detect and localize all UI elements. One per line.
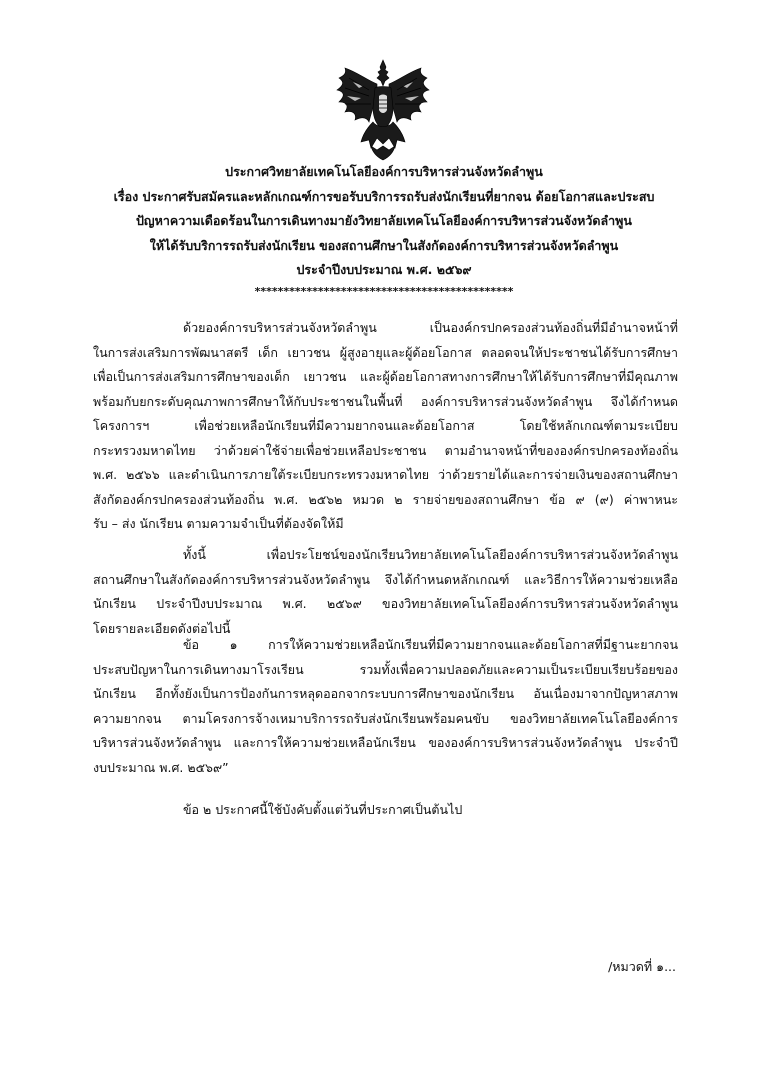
paragraph-2 — [93, 543, 678, 641]
paragraph-1 — [93, 316, 678, 537]
paragraph-line: โครงการฯ เพื่อช่วยเหลือนักเรียนที่มีความยากจนและด้อยโอกาส โดยใช้หลักเกณฑ์ตามระเบียบ — [93, 418, 678, 433]
paragraph-line: พร้อมกับยกระดับคุณภาพการศึกษาให้กับประชาชนในพื้นที่ องค์การบริหารส่วนจังหวัดลำพูน จึงได้กำหนด — [93, 393, 678, 409]
heading-line-2: เรื่อง ประกาศรับสมัครและหลักเกณฑ์การขอรับบริการรถรับส่งนักเรียนที่ยากจน ด้อยโอกาสและประสบ — [113, 188, 655, 204]
paragraph-line: งบประมาณ พ.ศ. ๒๕๖๙” — [93, 759, 229, 775]
paragraph-line: กระทรวงมหาดไทย ว่าด้วยค่าใช้จ่ายเพื่อช่วยเหลือประชาชน ตามอำนาจหน้าที่ขององค์กรปกครองท้องถิ่น — [93, 442, 678, 458]
paragraph-line: ด้วยองค์การบริหารส่วนจังหวัดลำพูน เป็นองค์กรปกครองส่วนท้องถิ่นที่มีอำนาจหน้าที่ — [183, 320, 678, 335]
paragraph-line: นักเรียน ประจำปีงบประมาณ พ.ศ. ๒๕๖๙ ของวิทยาลัยเทคโนโลยีองค์การบริหารส่วนจังหวัดลำพูน — [93, 596, 678, 611]
paragraph-line: สังกัดองค์กรปกครองส่วนท้องถิ่น พ.ศ. ๒๕๖๒ หมวด ๒ รายจ่ายของสถานศึกษา ข้อ ๙ (๙) ค่าพาหนะ — [93, 491, 678, 507]
page-continuation: /หมวดที่ ๑... — [608, 959, 676, 974]
heading-separator: ********************************************* — [254, 285, 514, 298]
heading-line-4: ให้ได้รับบริการรถรับส่งนักเรียน ของสถานศึกษาในสังกัดองค์การบริหารส่วนจังหวัดลำพูน — [149, 237, 619, 253]
heading-line-3: ปัญหาความเดือดร้อนในการเดินทางมายังวิทยาลัยเทคโนโลยีองค์การบริหารส่วนจังหวัดลำพูน — [136, 213, 632, 228]
paragraph-line: สถานศึกษาในสังกัดองค์การบริหารส่วนจังหวัดลำพูน จึงได้กำหนดหลักเกณฑ์ และวิธีการให้ความช่วยเหลือ — [93, 571, 678, 587]
paragraph-line: ข้อ ๑ การให้ความช่วยเหลือนักเรียนที่มีความยากจนและด้อยโอกาสที่มีฐานะยากจน — [183, 637, 678, 652]
paragraph-line: ทั้งนี้ เพื่อประโยชน์ของนักเรียนวิทยาลัยเทคโนโลยีองค์การบริหารส่วนจังหวัดลำพูน — [183, 547, 678, 562]
heading-line-1: ประกาศวิทยาลัยเทคโนโลยีองค์การบริหารส่วนจังหวัดลำพูน — [225, 164, 543, 179]
paragraph-line: นักเรียน อีกทั้งยังเป็นการป้องกันการหลุดออกจากระบบการศึกษาของนักเรียน อันเนื่องมาจากปัญหาสภาพ — [93, 686, 678, 701]
paragraph-line: พ.ศ. ๒๕๖๖ และดำเนินการภายใต้ระเบียบกระทรวงมหาดไทย ว่าด้วยรายได้และการจ่ายเงินของสถานศึกษา — [93, 467, 678, 482]
paragraph-line: ในการส่งเสริมการพัฒนาสตรี เด็ก เยาวชน ผู้สูงอายุและผู้ด้อยโอกาส ตลอดจนให้ประชาชนได้รับการศึกษา — [93, 344, 678, 360]
paragraph-3 — [93, 633, 678, 780]
paragraph-line: เพื่อเป็นการส่งเสริมการศึกษาของเด็ก เยาวชน และผู้ด้อยโอกาสทางการศึกษาให้ได้รับการศึกษาที่มีคุณภาพ — [93, 369, 678, 384]
garuda-emblem — [333, 58, 433, 162]
paragraph-line: รับ – ส่ง นักเรียน ตามความจำเป็นที่ต้องจัดให้มี — [93, 516, 344, 531]
paragraph-line: โดยรายละเอียดดังต่อไปนี้ — [93, 620, 231, 636]
heading-line-5: ประจำปีงบประมาณ พ.ศ. ๒๕๖๙ — [296, 262, 472, 277]
paragraph-line: ข้อ ๒ ประกาศนี้ใช้บังคับตั้งแต่วันที่ประกาศเป็นต้นไป — [183, 802, 463, 817]
paragraph-line: บริหารส่วนจังหวัดลำพูน และการให้ความช่วยเหลือนักเรียน ขององค์การบริหารส่วนจังหวัดลำพูน ประจำปี — [93, 735, 678, 750]
paragraph-4 — [138, 798, 678, 823]
paragraph-line: ประสบปัญหาในการเดินทางมาโรงเรียน รวมทั้งเพื่อความปลอดภัยและความเป็นระเบียบเรียบร้อยของ — [93, 661, 678, 677]
paragraph-line: ความยากจน ตามโครงการจ้างเหมาบริการรถรับส่งนักเรียนพร้อมคนขับ ของวิทยาลัยเทคโนโลยีองค์การ — [93, 710, 678, 726]
announcement-heading — [80, 160, 688, 283]
